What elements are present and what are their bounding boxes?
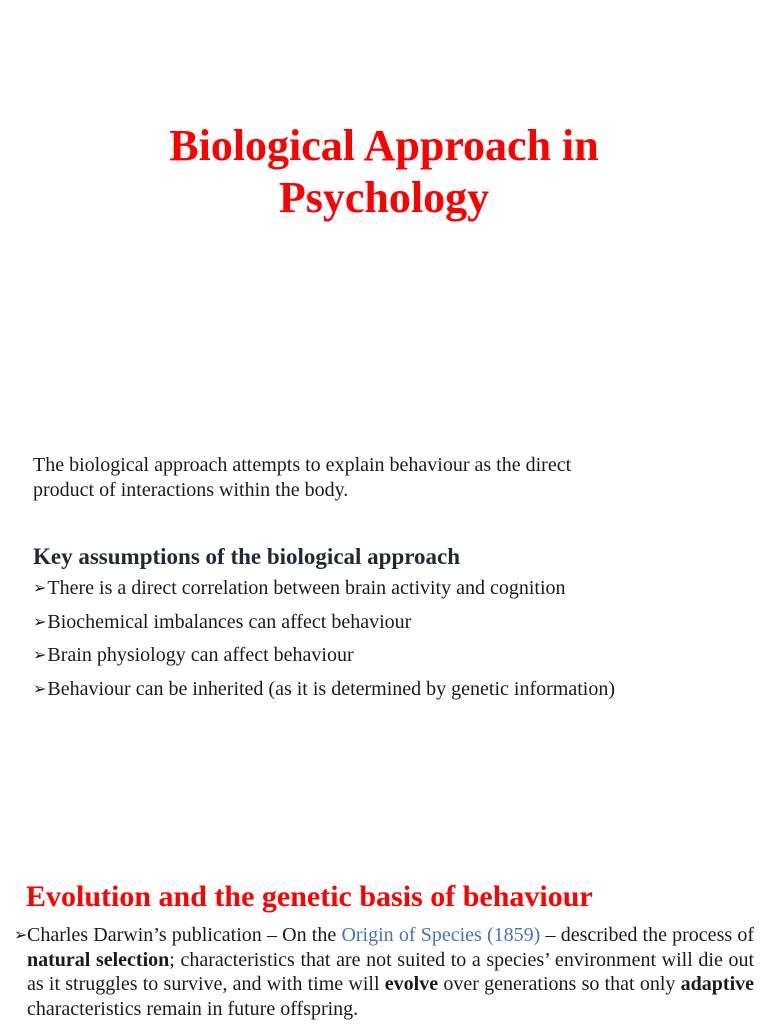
evolution-title: Evolution and the genetic basis of behaviour bbox=[26, 880, 593, 913]
darwin-paragraph bbox=[14, 923, 754, 1021]
list-item-text: Biochemical imbalances can affect behaviour bbox=[47, 610, 412, 633]
term-natural-selection: natural selection bbox=[27, 948, 170, 971]
list-item-text: Brain physiology can affect behaviour bbox=[47, 644, 354, 666]
darwin-paragraph-body bbox=[14, 923, 754, 1021]
title-line-2: Psychology bbox=[278, 173, 490, 222]
key-assumptions-heading: Key assumptions of the biological approach bbox=[33, 544, 461, 569]
list-item-text: Behaviour can be inherited (as it is determined by genetic information) bbox=[47, 677, 615, 700]
intro-line-1: The biological approach attempts to explain behaviour as the direct bbox=[33, 454, 572, 476]
page-title bbox=[0, 120, 768, 224]
list-item bbox=[33, 642, 753, 668]
arrow-bullet-icon: ➢ bbox=[33, 645, 47, 664]
darwin-text-5: characteristics remain in future offspring. bbox=[27, 997, 359, 1020]
list-item bbox=[33, 609, 753, 635]
origin-of-species-link[interactable]: Origin of Species (1859) bbox=[341, 924, 541, 946]
title-line-1: Biological Approach in bbox=[169, 121, 599, 170]
arrow-bullet-icon: ➢ bbox=[33, 678, 47, 698]
arrow-bullet-icon: ➢ bbox=[33, 611, 47, 631]
list-item bbox=[33, 575, 753, 601]
slide-evolution bbox=[0, 840, 768, 1024]
slide-key-assumptions bbox=[0, 420, 768, 840]
term-evolve: evolve bbox=[384, 973, 439, 995]
darwin-text-3: ; characteristics that are not suited to a species’ environment will die out as it struggles to survive, and with time will bbox=[27, 948, 754, 995]
darwin-text-1: Charles Darwin’s publication – On the bbox=[27, 924, 342, 946]
slide-title bbox=[0, 0, 768, 420]
darwin-text-2: – described the process of bbox=[540, 924, 754, 946]
assumptions-list bbox=[33, 575, 753, 709]
list-item-text: There is a direct correlation between brain activity and cognition bbox=[47, 577, 566, 599]
darwin-text-4: over generations so that only bbox=[438, 973, 681, 995]
arrow-bullet-icon: ➢ bbox=[14, 925, 28, 944]
term-adaptive: adaptive bbox=[680, 973, 754, 995]
intro-line-2: product of interactions within the body. bbox=[33, 479, 349, 501]
arrow-bullet-icon: ➢ bbox=[33, 578, 47, 597]
list-item bbox=[33, 676, 753, 702]
intro-paragraph bbox=[33, 453, 673, 503]
